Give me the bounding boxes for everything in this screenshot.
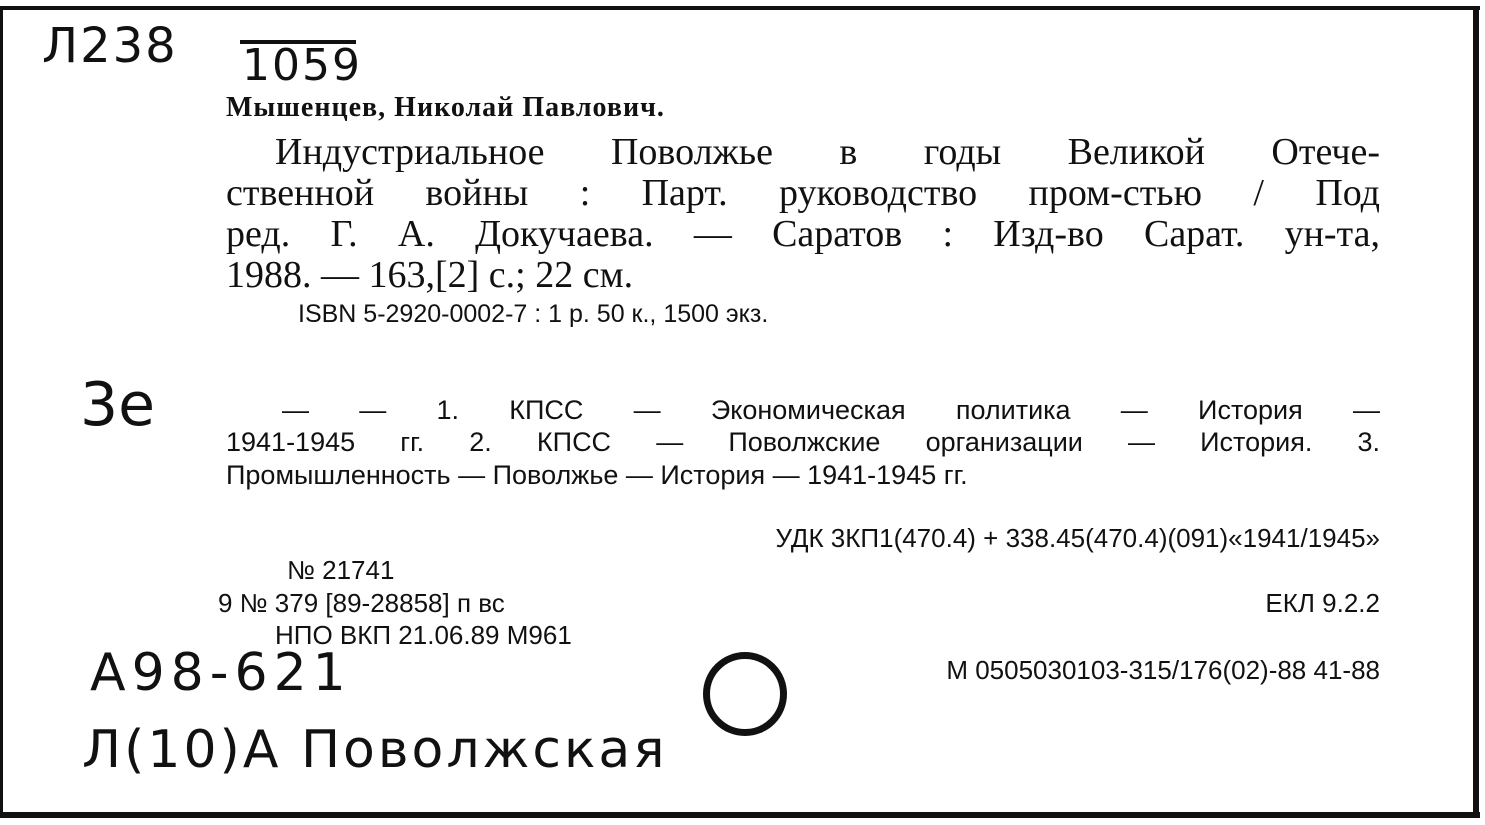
subject-heading-line: Промышленность — Поволжье — История — 1941-1945 гг. — [226, 460, 968, 490]
order-line: 9 № 379 [89-28858] п вс — [218, 588, 505, 618]
card-border-right — [1473, 6, 1479, 818]
description-line: 1988. — 163,[2] с.; 22 см. — [226, 254, 634, 296]
punch-hole-circle — [703, 652, 787, 736]
description-line: ственной войны : Парт. руководство пром-стью / Под — [226, 172, 1380, 214]
handwritten-inventory-number: 1059 — [242, 40, 362, 91]
record-number: № 21741 — [287, 555, 395, 585]
udk-classification: УДК 3КП1(470.4) + 338.45(470.4)(091)«1941/1945» — [775, 523, 1380, 553]
handwritten-catalog-mark: 3е — [80, 370, 156, 440]
description-line: ред. Г. А. Докучаева. — Саратов : Изд-во Сарат. ун-та, — [226, 213, 1380, 255]
author-heading: Мышенцев, Николай Павлович. — [226, 92, 665, 123]
publisher-code: М 0505030103-315/176(02)-88 41-88 — [946, 655, 1380, 685]
subject-heading-line: — — 1. КПСС — Экономическая политика — История — — [282, 395, 1380, 425]
card-border-top — [0, 6, 1480, 10]
card-border-bottom — [0, 812, 1480, 818]
handwritten-acquisition-number: А98-621 — [90, 643, 352, 703]
card-border-left — [0, 8, 3, 814]
handwritten-shelf-mark: Л(10)А Поволжская — [82, 720, 668, 780]
isbn-line: ISBN 5-2920-0002-7 : 1 р. 50 к., 1500 экз. — [298, 300, 769, 328]
ekl-code: ЕКЛ 9.2.2 — [1265, 588, 1380, 618]
description-line: Индустриальное Поволжье в годы Великой Отече- — [275, 131, 1380, 173]
subject-heading-line: 1941-1945 гг. 2. КПСС — Поволжские организации — История. 3. — [226, 427, 1380, 457]
handwritten-call-number: Л238 — [42, 18, 178, 74]
npo-printing-line: НПО ВКП 21.06.89 М961 — [275, 620, 572, 650]
